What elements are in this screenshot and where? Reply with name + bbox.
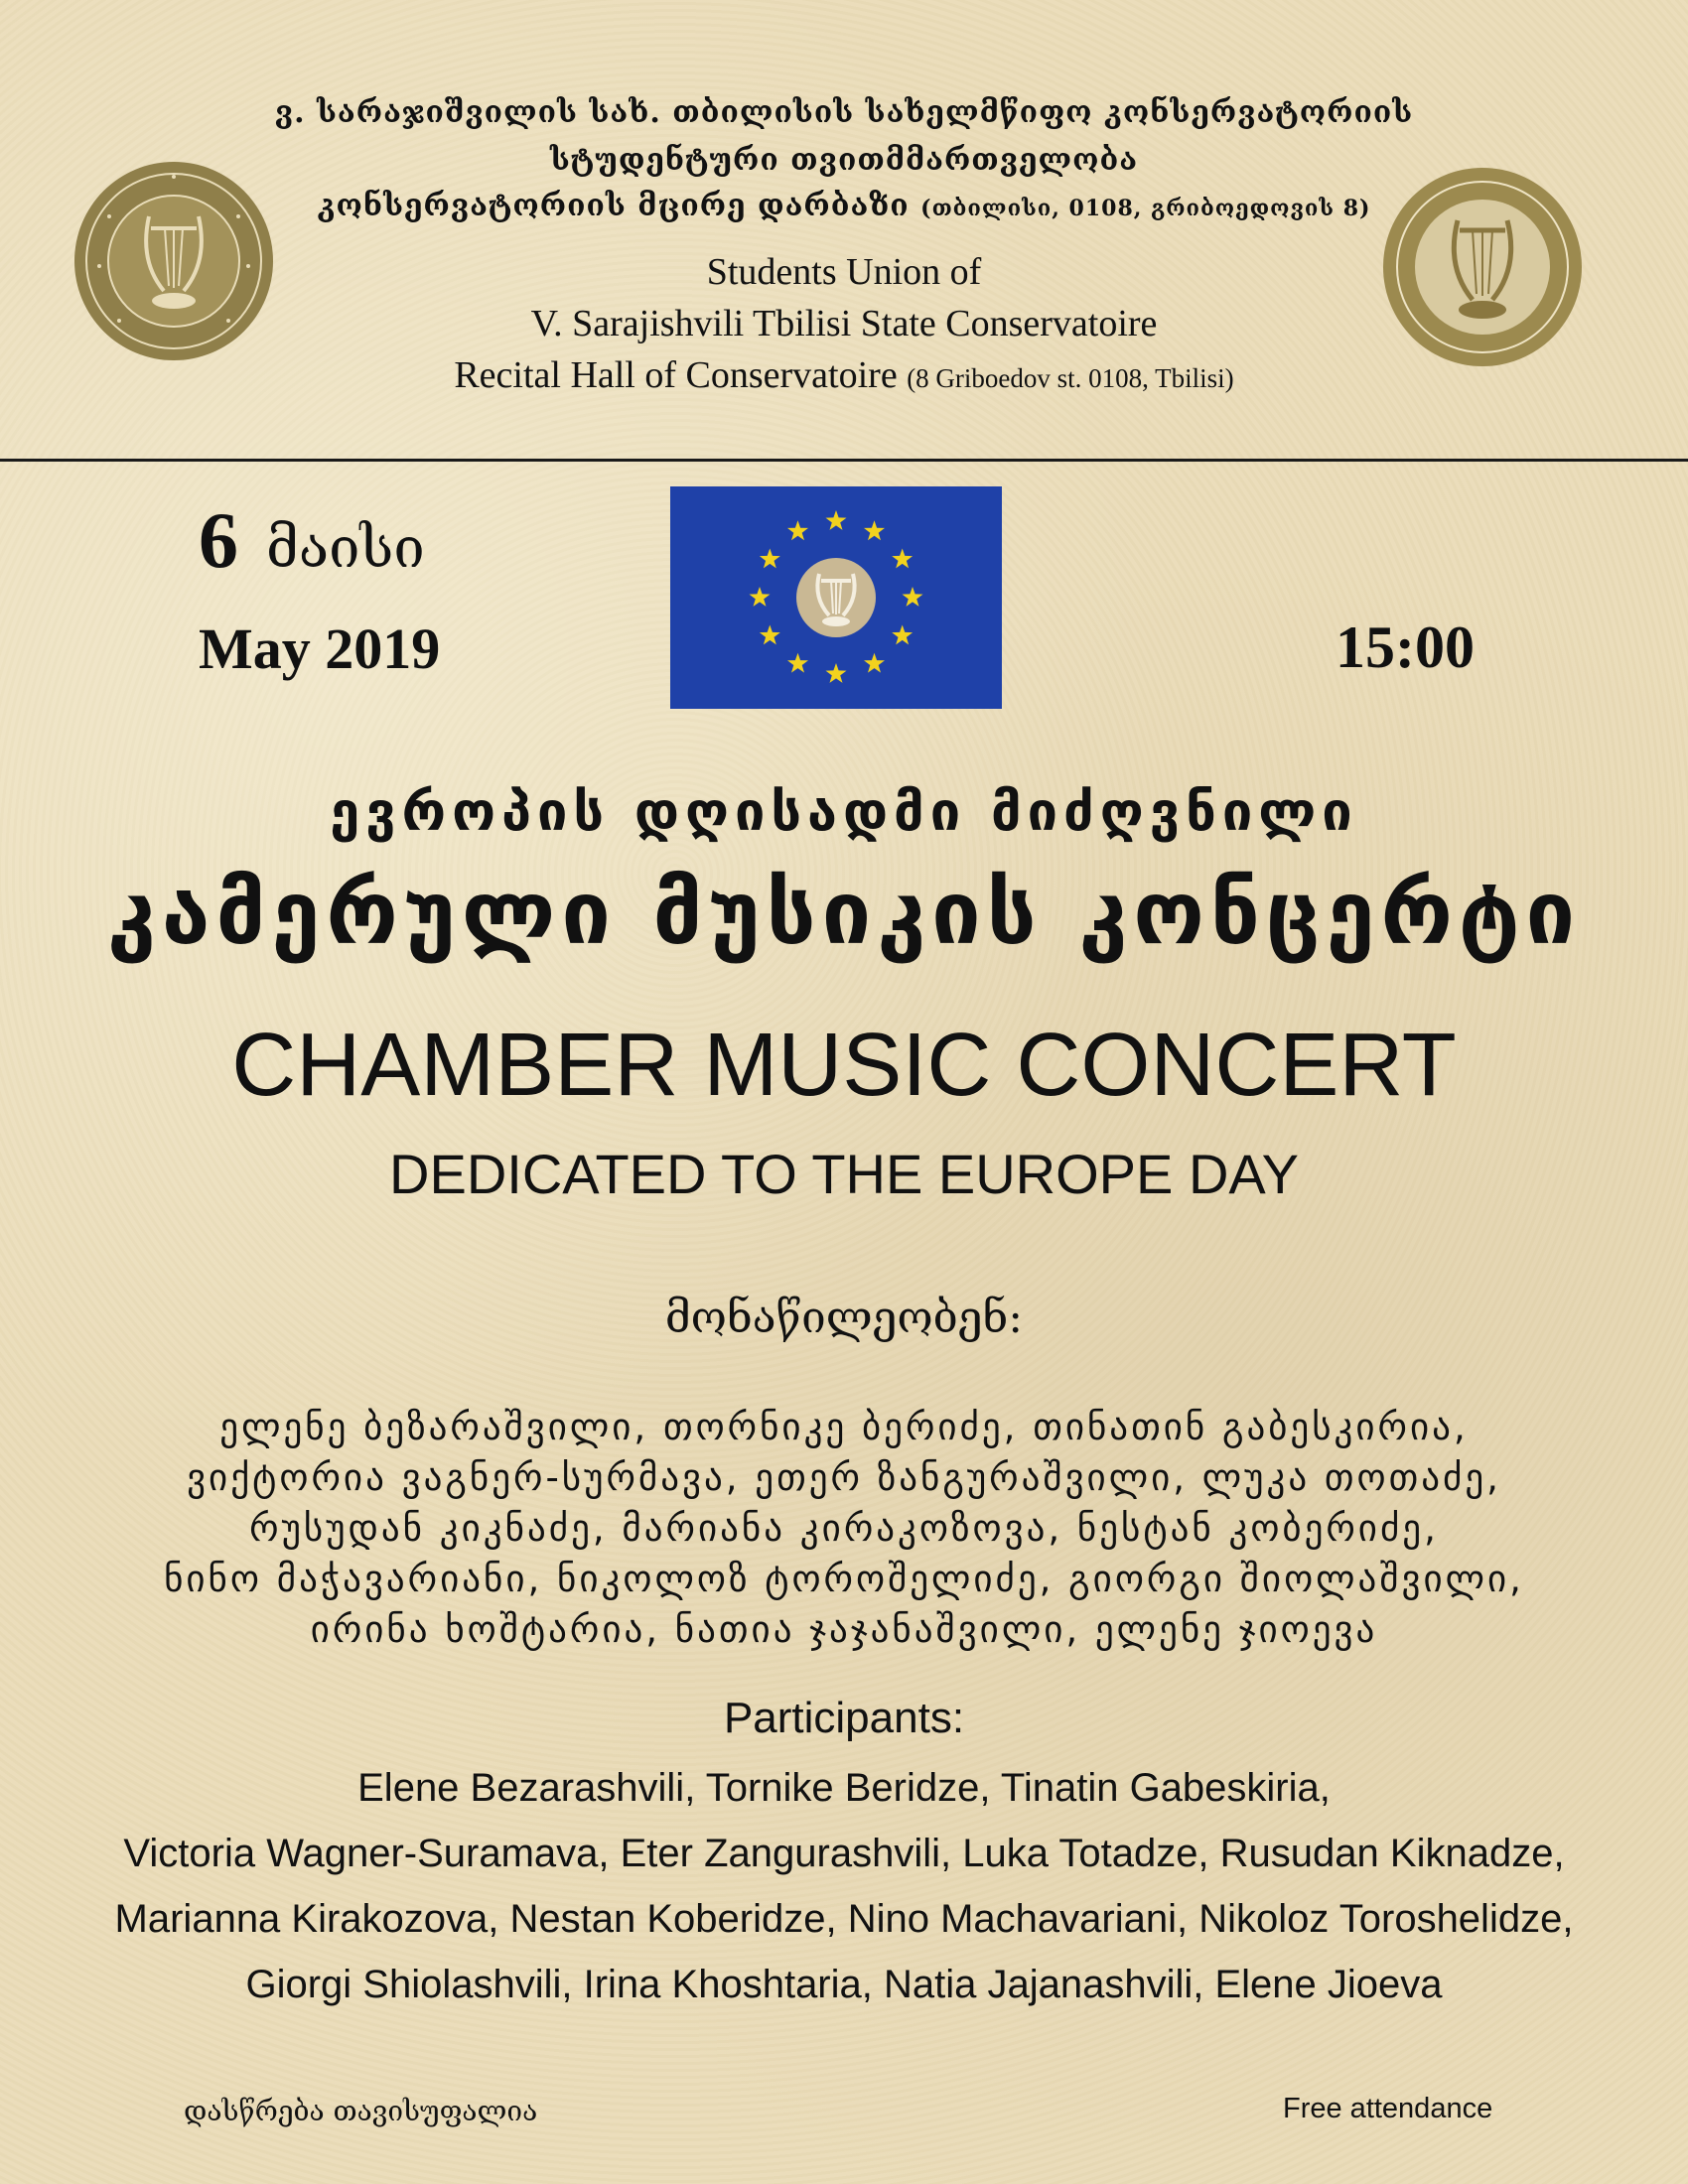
- event-day: 6: [199, 497, 238, 585]
- eu-flag-lyre-icon: [670, 486, 1002, 709]
- header-en-line2: V. Sarajishvili Tbilisi State Conservatoire: [530, 303, 1158, 344]
- event-month-year-en: May 2019: [199, 616, 441, 681]
- participants-en-line: Victoria Wagner-Suramava, Eter Zangurashvili, Luka Totadze, Rusudan Kiknadze,: [123, 1832, 1565, 1875]
- participants-ka-line: ვიქტორია ვაგნერ-სურმავა, ეთერ ზანგურაშვილი, ლუკა თოთაძე,: [187, 1456, 1501, 1499]
- header-ka-line3: [0, 189, 1688, 223]
- header-ka-line2: სტუდენტური თვითმმართველობა: [549, 143, 1139, 178]
- participants-en-line: Marianna Kirakozova, Nestan Koberidze, Nino Machavariani, Nikoloz Toroshelidze,: [114, 1897, 1574, 1941]
- participants-ka-line: ნინო მაჭავარიანი, ნიკოლოზ ტოროშელიძე, გიორგი შიოლაშვილი,: [164, 1558, 1524, 1600]
- header-en-line1: Students Union of: [706, 251, 982, 293]
- participants-en-list: [0, 1755, 1688, 2017]
- title-en-subtitle: DEDICATED TO THE EUROPE DAY: [389, 1143, 1299, 1205]
- header-ka-hall: კონსერვატორიის მცირე დარბაზი: [317, 189, 910, 223]
- title-en-main: CHAMBER MUSIC CONCERT: [231, 1016, 1457, 1115]
- event-time: 15:00: [1336, 614, 1475, 680]
- participants-ka-line: ელენე ბეზარაშვილი, თორნიკე ბერიძე, თინათინ გაბესკირია,: [219, 1406, 1469, 1448]
- participants-ka-label: მონაწილეობენ:: [664, 1293, 1024, 1343]
- title-ka-main: კამერული მუსიკის კონცერტი: [106, 862, 1582, 964]
- header-en-hall: Recital Hall of Conservatoire: [454, 354, 898, 396]
- participants-en-line: Giorgi Shiolashvili, Irina Khoshtaria, Natia Jajanashvili, Elene Jioeva: [245, 1963, 1443, 2006]
- header-en-address: (8 Griboedov st. 0108, Tbilisi): [907, 363, 1234, 393]
- event-month-ka: მაისი: [266, 516, 425, 581]
- footer-ka: დასწრება თავისუფალია: [184, 2095, 538, 2127]
- event-date-ka: [199, 496, 425, 587]
- header-en-line3: [0, 353, 1688, 397]
- participants-ka-line: რუსუდან კიკნაძე, მარიანა კირაკოზოვა, ნესტან კობერიძე,: [249, 1507, 1439, 1550]
- header-divider: [0, 459, 1688, 462]
- participants-en-label: Participants:: [723, 1694, 965, 1742]
- participants-ka-list: [0, 1402, 1688, 1655]
- header-ka-address: (თბილისი, 0108, გრიბოედოვის 8): [920, 196, 1371, 221]
- participants-ka-line: ირინა ხოშტარია, ნათია ჯაჯანაშვილი, ელენე ჯიოევა: [310, 1608, 1378, 1651]
- header-ka-line1: ვ. სარაჯიშვილის სახ. თბილისის სახელმწიფო კონსერვატორიის: [274, 95, 1414, 130]
- title-ka-subtitle: ევროპის დღისადმი მიძღვნილი: [330, 780, 1358, 843]
- participants-en-line: Elene Bezarashvili, Tornike Beridze, Tinatin Gabeskiria,: [357, 1766, 1331, 1810]
- footer-en: Free attendance: [1283, 2093, 1493, 2124]
